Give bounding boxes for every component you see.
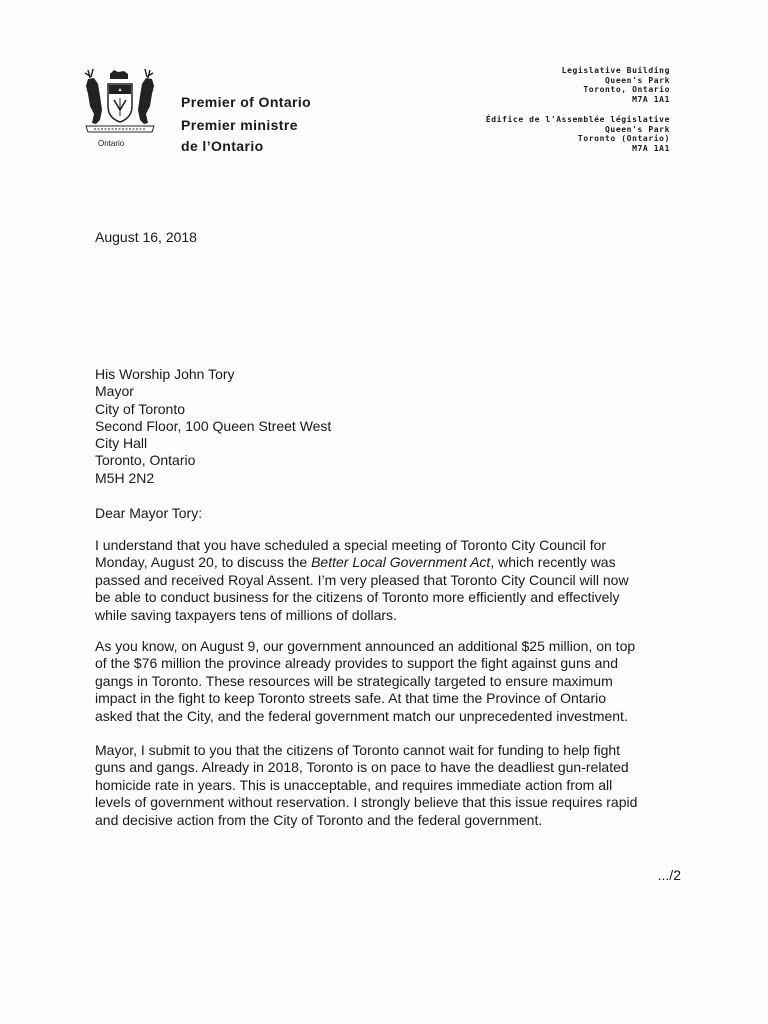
- paragraph-line: As you know, on August 9, our government announced an additional $25 million, on top: [95, 638, 636, 654]
- address-line: M7A 1A1: [632, 94, 670, 104]
- address-block-french: [486, 115, 670, 153]
- office-title: [181, 92, 311, 157]
- paragraph-line: impact in the fight to keep Toronto streets safe. At that time the Province of Ontario: [95, 690, 607, 707]
- body-paragraph-2: [95, 638, 685, 725]
- letter-date: August 16, 2018: [95, 229, 197, 245]
- paragraph-line: Mayor, I submit to you that the citizens of Toronto cannot wait for funding to help fight: [95, 742, 621, 758]
- paragraph-line: passed and received Royal Assent. I’m very pleased that Toronto City Council will now: [95, 571, 629, 588]
- paragraph-line: asked that the City, and the federal government match our unprecedented investment.: [95, 707, 628, 724]
- paragraph-line: [95, 554, 685, 571]
- paragraph-line: gangs in Toronto. These resources will be strategically targeted to ensure maximum: [95, 672, 613, 689]
- address-block-english: [562, 66, 670, 104]
- address-line: Édifice de l'Assemblée législative: [485, 115, 670, 124]
- crest-caption: Ontario: [98, 139, 125, 148]
- recipient-line: His Worship John Tory: [95, 366, 235, 382]
- recipient-line: Second Floor, 100 Queen Street West: [95, 417, 332, 434]
- act-title: Better Local Government Act: [311, 554, 491, 571]
- address-line: M7A 1A1: [632, 143, 670, 153]
- paragraph-line: levels of government without reservation. I strongly believe that this issue requires rapid: [95, 794, 638, 811]
- salutation: Dear Mayor Tory:: [95, 505, 203, 521]
- paragraph-line: and decisive action from the City of Toronto and the federal government.: [95, 811, 543, 828]
- office-title-french-line1: Premier ministre: [181, 117, 298, 133]
- page-continuation-marker: .../2: [657, 867, 681, 883]
- address-line: Queen's Park: [605, 124, 670, 134]
- recipient-address: [95, 366, 331, 487]
- recipient-line: City Hall: [95, 435, 148, 452]
- recipient-line: City of Toronto: [95, 400, 186, 417]
- paragraph-line: guns and gangs. Already in 2018, Toronto is on pace to have the deadliest gun-related: [95, 759, 629, 776]
- address-line: Toronto (Ontario): [577, 134, 670, 144]
- paragraph-line: be able to conduct business for the citizens of Toronto more efficiently and effectively: [95, 589, 620, 606]
- paragraph-text: Monday, August 20, to discuss the: [95, 554, 312, 571]
- paragraph-line: of the $76 million the province already provides to support the fight against guns and: [95, 655, 618, 672]
- body-paragraph-3: [95, 742, 685, 829]
- address-line: Queen's Park: [605, 75, 670, 85]
- address-line: Legislative Building: [561, 66, 670, 75]
- office-title-french-line2: de l’Ontario: [181, 138, 264, 154]
- recipient-line: M5H 2N2: [95, 469, 155, 486]
- office-title-english: Premier of Ontario: [181, 94, 312, 110]
- recipient-line: Mayor: [95, 383, 134, 400]
- paragraph-line: while saving taxpayers tens of millions of dollars.: [95, 606, 397, 623]
- ontario-coat-of-arms-logo: [80, 66, 160, 150]
- body-paragraph-1: [95, 537, 685, 624]
- recipient-line: Toronto, Ontario: [95, 452, 196, 469]
- address-line: Toronto, Ontario: [583, 85, 670, 95]
- paragraph-line: I understand that you have scheduled a special meeting of Toronto City Council for: [95, 537, 607, 553]
- paragraph-text: , which recently was: [490, 554, 616, 571]
- paragraph-line: homicide rate in years. This is unacceptable, and requires immediate action from all: [95, 776, 613, 793]
